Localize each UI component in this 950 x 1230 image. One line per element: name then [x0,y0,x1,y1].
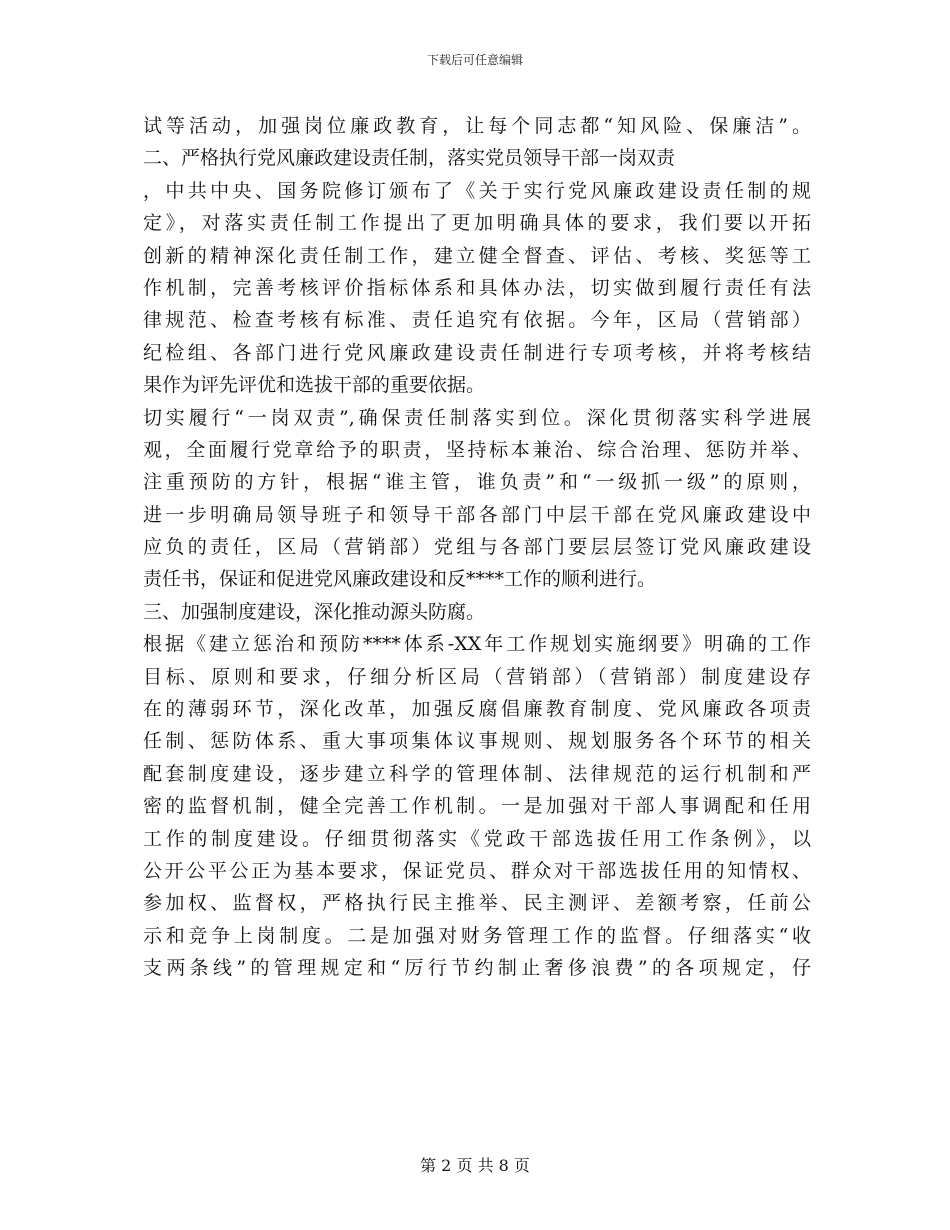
text-line: 应负的责任，区局（营销部）党组与各部门要层层签订党风廉政建设 [143,536,811,559]
text-line: 创新的精神深化责任制工作，建立健全督查、评估、考核、奖惩等工 [143,244,811,267]
text-line: 公开公平公正为基本要求，保证党员、群众对干部选拔任用的知情权、 [143,859,811,882]
page-header-note: 下载后可任意编辑 [426,53,523,67]
text-line: 注重预防的方针，根据“谁主管，谁负责”和“一级抓一级”的原则， [143,471,811,494]
text-line: 律规范、检查考核有标准、责任追究有依据。今年，区局（营销部） [143,309,811,332]
text-line: 果作为评先评优和选拔干部的重要依据。 [143,374,486,397]
text-line: 根据《建立惩治和预防****体系-XX年工作规划实施纲要》明确的工作 [143,633,811,656]
text-line: 参加权、监督权，严格执行民主推举、民主测评、差额考察，任前公 [143,892,811,915]
text-line: 在的薄弱环节，深化改革，加强反腐倡廉教育制度、党风廉政各项责 [143,698,811,721]
text-line: 试等活动，加强岗位廉政教育，让每个同志都“知风险、保廉洁”。 [143,115,811,137]
text-line: 观，全面履行党章给予的职责，坚持标本兼治、综合治理、惩防并举、 [143,438,811,461]
text-line: 密的监督机制，健全完善工作机制。一是加强对干部人事调配和任用 [143,795,811,818]
page-number: 第 2 页 共 8 页 [420,1156,530,1175]
text-line: 支两条线”的管理规定和“厉行节约制止奢侈浪费”的各项规定，仔 [143,957,811,980]
text-line: 工作的制度建设。仔细贯彻落实《党政干部选拔任用工作条例》，以 [143,827,811,850]
text-line: 二、严格执行党风廉政建设责任制，落实党员领导干部一岗双责 [143,147,676,170]
text-line: 目标、原则和要求，仔细分析区局（营销部）（营销部）制度建设存 [143,665,811,688]
text-line: 任制、惩防体系、重大事项集体议事规则、规划服务各个环节的相关 [143,730,811,753]
text-line: 责任书，保证和促进党风廉政建设和反****工作的顺利进行。 [143,568,657,591]
document-body [143,110,811,985]
text-line: 三、加强制度建设，深化推动源头防腐。 [143,600,486,623]
text-line: ，中共中央、国务院修订颁布了《关于实行党风廉政建设责任制的规 [143,179,811,202]
text-line: 纪检组、各部门进行党风廉政建设责任制进行专项考核，并将考核结 [143,341,811,364]
text-line: 切实履行“一岗双责”,确保责任制落实到位。深化贯彻落实科学进展 [143,406,811,429]
text-line: 进一步明确局领导班子和领导干部各部门中层干部在党风廉政建设中 [143,503,811,526]
text-line: 配套制度建设，逐步建立科学的管理体制、法律规范的运行机制和严 [143,762,811,785]
text-line: 作机制，完善考核评价指标体系和具体办法，切实做到履行责任有法 [143,276,811,299]
text-line: 定》，对落实责任制工作提出了更加明确具体的要求，我们要以开拓 [143,212,811,235]
text-line: 示和竞争上岗制度。二是加强对财务管理工作的监督。仔细落实“收 [143,924,811,947]
